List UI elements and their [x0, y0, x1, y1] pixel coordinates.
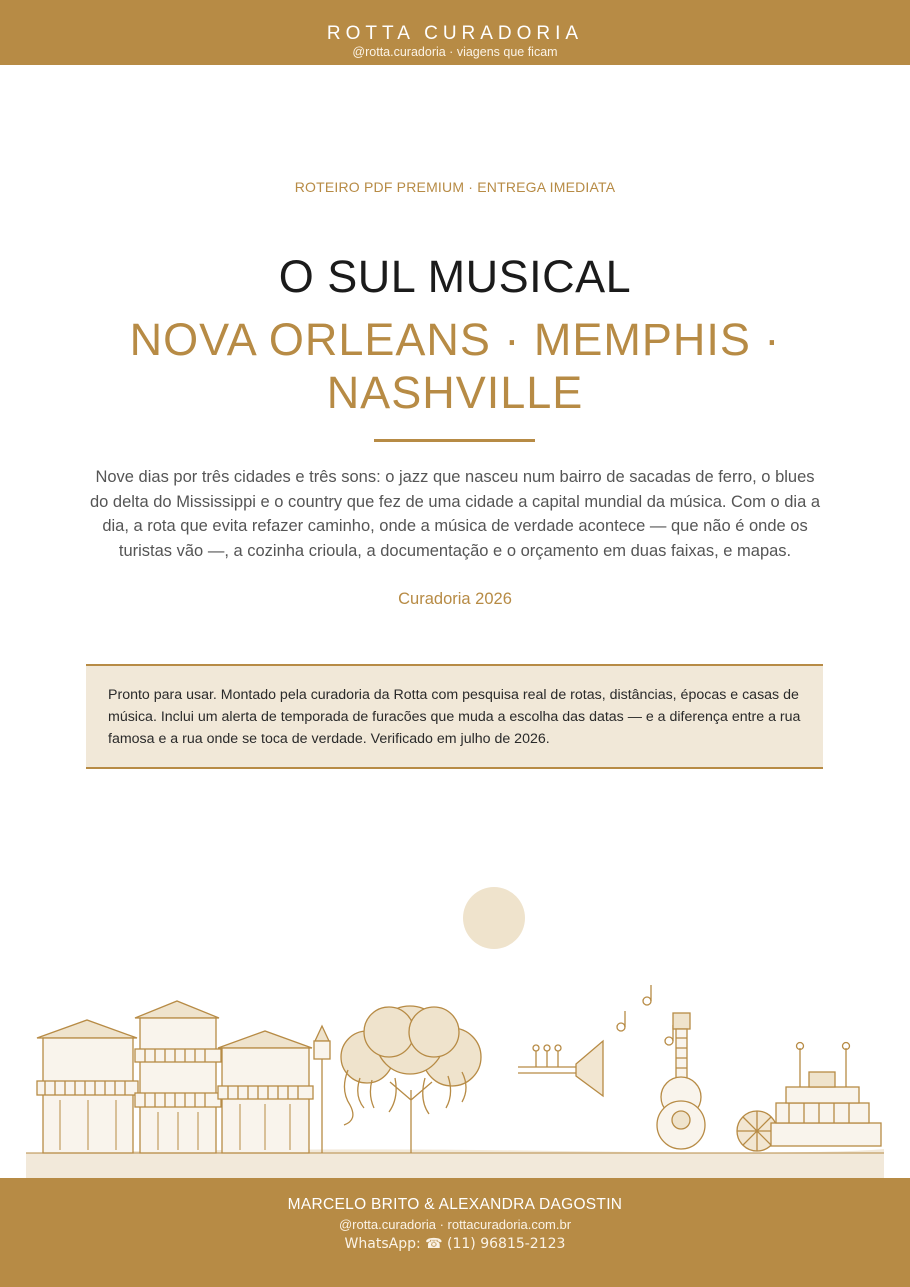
- steamboat-icon: [737, 1043, 881, 1152]
- oak-tree-icon: [341, 1006, 481, 1153]
- footer-links[interactable]: @rotta.curadoria · rottacuradoria.com.br: [338, 1217, 572, 1232]
- destinations-subtitle: NOVA ORLEANS · MEMPHIS · NASHVILLE: [129, 314, 781, 418]
- southern-music-illustration: [0, 880, 910, 1180]
- product-kicker: ROTEIRO PDF PREMIUM · ENTREGA IMEDIATA: [294, 179, 616, 195]
- ready-notice-text: Pronto para usar. Montado pela curadoria da Rotta com pesquisa real de rotas, distâncias, épocas e casas de música. Inclui um alerta de temporada de furacões que muda a escolha das datas — e a diferença entre a rua famosa e a rua onde se toca de verdade. Verificado em julho de 2026.: [108, 687, 801, 747]
- music-notes-icon: [617, 985, 673, 1045]
- intro-paragraph: Nove dias por três cidades e três sons: o jazz que nasceu num bairro de sacadas de ferro, o blues do delta do Mississippi e o country que fez de uma cidade a capital mundial da música. Com o dia a dia, a rota que evita refazer caminho, onde a música de verdade acontece — que não é onde os turistas vão —, a cozinha crioula, a documentação e o orçamento em duas faixas, e mapas.: [89, 468, 821, 560]
- title-divider: [374, 439, 535, 442]
- footer-authors: MARCELO BRITO & ALEXANDRA DAGOSTIN: [287, 1196, 623, 1213]
- guitar-icon: [657, 1013, 705, 1149]
- brand-tagline: @rotta.curadoria · viagens que ficam: [352, 45, 558, 59]
- sun-icon: [463, 887, 525, 949]
- trumpet-icon: [518, 1041, 603, 1096]
- ready-notice-box: [86, 664, 823, 769]
- whatsapp-contact[interactable]: WhatsApp: ☎ (11) 96815-2123: [344, 1236, 566, 1252]
- brand-name: ROTTA CURADORIA: [326, 23, 584, 44]
- header-band: [0, 0, 910, 65]
- townhouse-building-icon: [218, 1031, 313, 1153]
- french-quarter-building-icon: [37, 1020, 138, 1153]
- curation-year: Curadoria 2026: [398, 590, 512, 608]
- street-lamp-icon: [314, 1026, 330, 1153]
- page-title: O SUL MUSICAL: [278, 251, 632, 302]
- balcony-building-icon: [135, 1001, 221, 1153]
- footer-band: [0, 1178, 910, 1287]
